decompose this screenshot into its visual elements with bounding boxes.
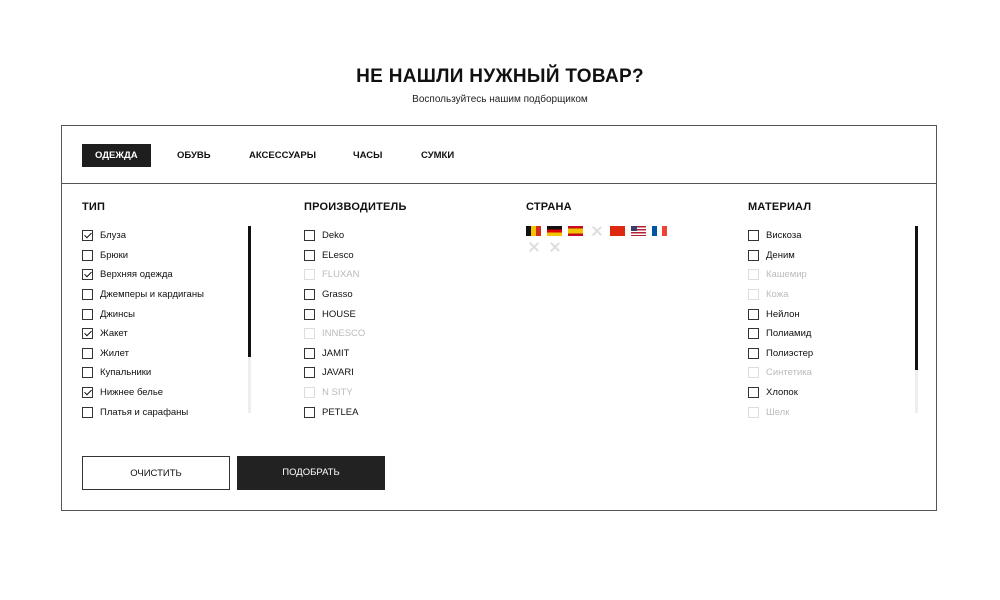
filter-option[interactable] (748, 226, 918, 246)
filter-option[interactable] (82, 304, 252, 324)
type-scrollbar[interactable] (248, 226, 251, 413)
tab-accessories[interactable]: АКСЕССУАРЫ (249, 150, 317, 161)
filter-option[interactable] (748, 324, 918, 344)
filter-option[interactable] (748, 246, 918, 266)
checkbox[interactable] (82, 367, 93, 378)
filter-option[interactable] (82, 344, 252, 364)
checkbox[interactable] (748, 348, 759, 359)
material-heading: МАТЕРИАЛ (748, 201, 812, 213)
option-label: INNESCO (322, 328, 366, 340)
filter-option[interactable] (304, 285, 474, 305)
scrollbar-thumb[interactable] (248, 226, 251, 357)
unavailable-flag-icon (526, 242, 541, 252)
option-label: Полиамид (766, 328, 812, 340)
category-tabs (62, 126, 936, 184)
option-label: Хлопок (766, 387, 798, 399)
option-label: Жилет (100, 347, 129, 359)
submit-button[interactable]: ПОДОБРАТЬ (237, 456, 385, 490)
filter-option[interactable] (82, 324, 252, 344)
filter-option (748, 285, 918, 305)
tab-shoes[interactable]: ОБУВЬ (177, 150, 211, 161)
belgium-flag-icon[interactable] (526, 226, 541, 236)
manufacturer-heading: ПРОИЗВОДИТЕЛЬ (304, 201, 407, 213)
filter-option (304, 324, 474, 344)
option-label: Брюки (100, 249, 129, 261)
manufacturer-filter (304, 201, 474, 422)
option-label: Жакет (100, 328, 128, 340)
checkbox[interactable] (82, 348, 93, 359)
checkbox[interactable] (748, 230, 759, 241)
checkbox[interactable] (748, 309, 759, 320)
material-scrollbar[interactable] (915, 226, 918, 413)
option-label: Деним (766, 249, 795, 261)
option-label: Синтетика (766, 367, 812, 379)
tab-bags[interactable]: СУМКИ (421, 150, 455, 161)
filter-option[interactable] (304, 226, 474, 246)
checkbox[interactable] (748, 328, 759, 339)
checkbox[interactable] (304, 309, 315, 320)
spain-flag-icon[interactable] (568, 226, 583, 236)
checkbox[interactable] (304, 230, 315, 241)
page-subtitle: Воспользуйтесь нашим подборщиком (412, 94, 588, 105)
option-label: Джемперы и кардиганы (100, 289, 204, 301)
checkbox (304, 269, 315, 280)
filter-option[interactable] (82, 246, 252, 266)
option-label: Нижнее белье (100, 387, 164, 399)
unavailable-flag-icon (547, 242, 562, 252)
option-label: Grasso (322, 289, 353, 301)
checkbox[interactable] (82, 387, 93, 398)
page-title: НЕ НАШЛИ НУЖНЫЙ ТОВАР? (356, 66, 644, 87)
country-filter (526, 201, 696, 252)
option-label: Нейлон (766, 308, 800, 320)
filter-option[interactable] (82, 363, 252, 383)
filter-option (304, 265, 474, 285)
type-filter (82, 201, 252, 422)
clear-button[interactable]: ОЧИСТИТЬ (82, 456, 230, 490)
filter-option (304, 383, 474, 403)
checkbox[interactable] (82, 407, 93, 418)
checkbox[interactable] (304, 250, 315, 261)
unavailable-flag-icon (589, 226, 604, 236)
filter-option[interactable] (748, 344, 918, 364)
checkbox[interactable] (748, 387, 759, 398)
filter-option (748, 363, 918, 383)
option-label: Платья и сарафаны (100, 406, 189, 418)
option-label: Шелк (766, 406, 790, 418)
china-flag-icon[interactable] (610, 226, 625, 236)
checkbox (748, 269, 759, 280)
option-label: Джинсы (100, 308, 135, 320)
usa-flag-icon[interactable] (631, 226, 646, 236)
filter-option[interactable] (748, 383, 918, 403)
country-heading: СТРАНА (526, 201, 572, 213)
checkbox[interactable] (82, 328, 93, 339)
type-heading: ТИП (82, 201, 106, 213)
option-label: Deko (322, 230, 345, 242)
checkbox[interactable] (304, 407, 315, 418)
checkbox[interactable] (82, 269, 93, 280)
filter-option[interactable] (304, 402, 474, 422)
filter-option[interactable] (304, 363, 474, 383)
tab-watches[interactable]: ЧАСЫ (353, 150, 383, 161)
option-label: Блуза (100, 230, 127, 242)
filter-option[interactable] (82, 265, 252, 285)
checkbox[interactable] (304, 367, 315, 378)
france-flag-icon[interactable] (652, 226, 667, 236)
scrollbar-thumb[interactable] (915, 226, 918, 370)
option-label: Купальники (100, 367, 152, 379)
material-filter (748, 201, 918, 422)
checkbox (304, 328, 315, 339)
option-label: Кашемир (766, 269, 807, 281)
option-label: N SITY (322, 387, 353, 399)
option-label: ELesco (322, 249, 354, 261)
checkbox[interactable] (748, 250, 759, 261)
checkbox (748, 407, 759, 418)
filter-option[interactable] (82, 402, 252, 422)
option-label: Полиэстер (766, 347, 814, 359)
option-label: JAVARI (322, 367, 354, 379)
filter-option (748, 402, 918, 422)
option-label: HOUSE (322, 308, 356, 320)
germany-flag-icon[interactable] (547, 226, 562, 236)
filter-option[interactable] (82, 383, 252, 403)
checkbox[interactable] (304, 348, 315, 359)
option-label: JAMIT (322, 347, 350, 359)
checkbox[interactable] (82, 230, 93, 241)
filter-option (748, 265, 918, 285)
checkbox[interactable] (82, 289, 93, 300)
option-label: Вискоза (766, 230, 802, 242)
filter-option[interactable] (304, 304, 474, 324)
product-picker (61, 125, 937, 511)
checkbox[interactable] (304, 289, 315, 300)
option-label: PETLEA (322, 406, 359, 418)
option-label: Верхняя одежда (100, 269, 173, 281)
checkbox (304, 387, 315, 398)
filter-option[interactable] (304, 246, 474, 266)
option-label: Кожа (766, 289, 789, 301)
checkbox (748, 367, 759, 378)
checkbox (748, 289, 759, 300)
checkbox[interactable] (82, 250, 93, 261)
flag-list (526, 226, 686, 252)
filter-option[interactable] (82, 226, 252, 246)
checkbox[interactable] (82, 309, 93, 320)
filter-option[interactable] (748, 304, 918, 324)
filter-option[interactable] (304, 344, 474, 364)
filter-option[interactable] (82, 285, 252, 305)
tab-clothing[interactable]: ОДЕЖДА (82, 144, 151, 167)
option-label: FLUXAN (322, 269, 360, 281)
